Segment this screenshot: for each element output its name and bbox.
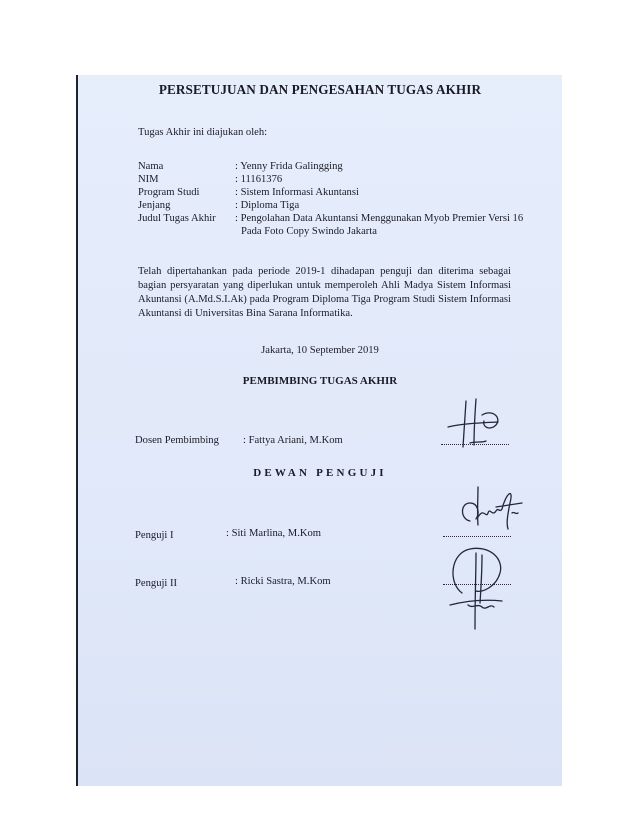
supervisor-signature bbox=[440, 397, 510, 453]
examiner-1-value: : Siti Marlina, M.Kom bbox=[226, 528, 322, 539]
examiner-1-label: Penguji I bbox=[135, 530, 174, 541]
field-value-program-studi: : Sistem Informasi Akuntansi bbox=[235, 187, 359, 198]
examiner-2-value: : Ricki Sastra, M.Kom bbox=[235, 576, 331, 587]
examiner-2-label: Penguji II bbox=[135, 578, 178, 589]
examiners-heading: DEWAN PENGUJI bbox=[253, 467, 387, 479]
approval-paragraph: Telah dipertahankan pada periode 2019-1 dihadapan penguji dan diterima sebagai bagian persyaratan yang diperlukan untuk memperoleh Ahli Madya Sistem Informasi Akuntansi (A.Md.S.I.Ak) pada Program Diploma Tiga Program Studi Sistem Informasi Akuntansi di Universitas Bina Sarana Informatika. bbox=[138, 266, 511, 319]
field-label-judul: Judul Tugas Akhir bbox=[138, 213, 216, 224]
field-value-judul-line2: Pada Foto Copy Swindo Jakarta bbox=[241, 226, 377, 237]
field-label-name: Nama bbox=[138, 161, 164, 172]
field-value-jenjang: : Diploma Tiga bbox=[235, 200, 300, 211]
examiner-1-signature bbox=[456, 483, 526, 535]
document-title: PERSETUJUAN DAN PENGESAHAN TUGAS AKHIR bbox=[158, 82, 482, 97]
field-label-jenjang: Jenjang bbox=[138, 200, 171, 211]
supervisor-value: : Fattya Ariani, M.Kom bbox=[243, 435, 343, 446]
intro-text: Tugas Akhir ini diajukan oleh: bbox=[138, 127, 268, 138]
supervisor-heading: PEMBIMBING TUGAS AKHIR bbox=[242, 375, 398, 387]
field-value-judul: : Pengolahan Data Akuntansi Menggunakan Myob Premier Versi 16 bbox=[235, 213, 524, 224]
examiner-2-signature bbox=[442, 543, 522, 633]
supervisor-label: Dosen Pembimbing bbox=[135, 435, 219, 446]
examiner-1-signature-line bbox=[443, 536, 511, 537]
field-label-program-studi: Program Studi bbox=[138, 187, 200, 198]
document-page bbox=[76, 75, 562, 786]
field-value-nim: : 11161376 bbox=[235, 174, 283, 185]
place-date: Jakarta, 10 September 2019 bbox=[261, 345, 379, 356]
field-value-name: : Yenny Frida Galingging bbox=[235, 161, 343, 172]
field-label-nim: NIM bbox=[138, 174, 159, 185]
